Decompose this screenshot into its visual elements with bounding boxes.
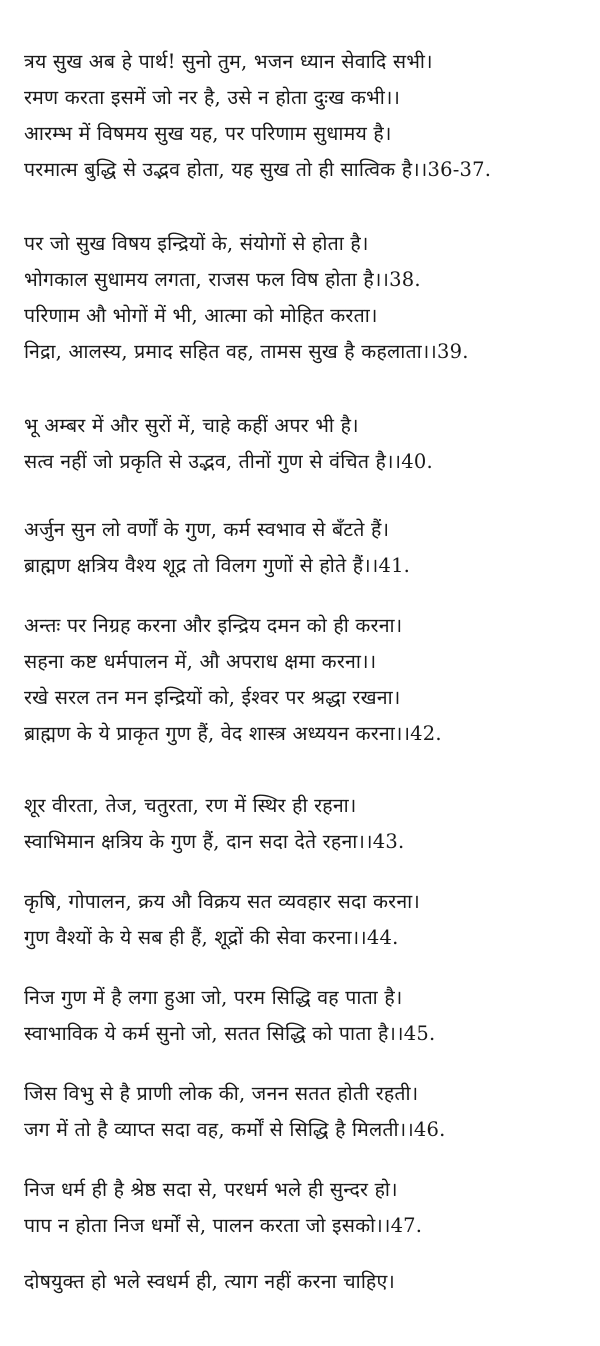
verse-line: स्वाभिमान क्षत्रिय के गुण हैं, दान सदा देते रहना।।43.	[24, 830, 405, 853]
verse-line: त्रय सुख अब हे पार्थ! सुनो तुम, भजन ध्यान सेवादि सभी।	[24, 50, 433, 73]
verse-line: शूर वीरता, तेज, चतुरता, रण में स्थिर ही रहना।	[24, 794, 357, 817]
verse-line: सहना कष्ट धर्मपालन में, औ अपराध क्षमा करना।।	[24, 650, 377, 673]
verse-line: दोषयुक्त हो भले स्वधर्म ही, त्याग नहीं करना चाहिए।	[24, 1270, 396, 1293]
verse-line: अर्जुन सुन लो वर्णों के गुण, कर्म स्वभाव से बँटते हैं।	[24, 518, 390, 541]
verse-line: रमण करता इसमें जो नर है, उसे न होता दुःख कभी।।	[24, 86, 401, 109]
stanza	[24, 788, 592, 860]
stanza	[24, 408, 592, 480]
verse-line: कृषि, गोपालन, क्रय औ विक्रय सत व्यवहार सदा करना।	[24, 890, 420, 913]
verse-line: परिणाम औ भोगों में भी, आत्मा को मोहित करता।	[24, 304, 378, 327]
verse-line: आरम्भ में विषमय सुख यह, पर परिणाम सुधामय है।	[24, 122, 392, 145]
stanza	[24, 608, 592, 752]
verse-line: निज गुण में है लगा हुआ जो, परम सिद्धि वह पाता है।	[24, 986, 403, 1009]
verse-line: रखे सरल तन मन इन्द्रियों को, ईश्वर पर श्रद्धा रखना।	[24, 686, 401, 709]
verse-line: भोगकाल सुधामय लगता, राजस फल विष होता है।।38.	[24, 268, 421, 291]
verse-line: ब्राह्मण क्षत्रिय वैश्य शूद्र तो विलग गुणों से होते हैं।।41.	[24, 554, 411, 577]
stanza	[24, 512, 592, 584]
verse-line: अन्तः पर निग्रह करना और इन्द्रिय दमन को ही करना।	[24, 614, 403, 637]
verse-line: निज धर्म ही है श्रेष्ठ सदा से, परधर्म भले ही सुन्दर हो।	[24, 1178, 398, 1201]
stanza	[24, 1076, 592, 1148]
stanza	[24, 884, 592, 956]
verse-line: परमात्म बुद्धि से उद्भव होता, यह सुख तो ही सात्विक है।।36-37.	[24, 158, 492, 181]
verse-line: सत्व नहीं जो प्रकृति से उद्भव, तीनों गुण से वंचित है।।40.	[24, 450, 433, 473]
stanza	[24, 226, 592, 370]
verse-line: गुण वैश्यों के ये सब ही हैं, शूद्रों की सेवा करना।।44.	[24, 926, 399, 949]
stanza	[24, 1264, 592, 1300]
verse-line: ब्राह्मण के ये प्राकृत गुण हैं, वेद शास्त्र अध्ययन करना।।42.	[24, 722, 442, 745]
verse-line: जग में तो है व्याप्त सदा वह, कर्मों से सिद्धि है मिलती।।46.	[24, 1118, 446, 1141]
verse-line: जिस विभु से है प्राणी लोक की, जनन सतत होती रहती।	[24, 1082, 419, 1105]
verse-line: पर जो सुख विषय इन्द्रियों के, संयोगों से होता है।	[24, 232, 369, 255]
stanza	[24, 980, 592, 1052]
verse-line: स्वाभाविक ये कर्म सुनो जो, सतत सिद्धि को पाता है।।45.	[24, 1022, 436, 1045]
verse-line: पाप न होता निज धर्मों से, पालन करता जो इसको।।47.	[24, 1214, 423, 1237]
verse-line: भू अम्बर में और सुरों में, चाहे कहीं अपर भी है।	[24, 414, 359, 437]
verse-line: निद्रा, आलस्य, प्रमाद सहित वह, तामस सुख है कहलाता।।39.	[24, 340, 469, 363]
stanza	[24, 44, 592, 188]
stanza	[24, 1172, 592, 1244]
